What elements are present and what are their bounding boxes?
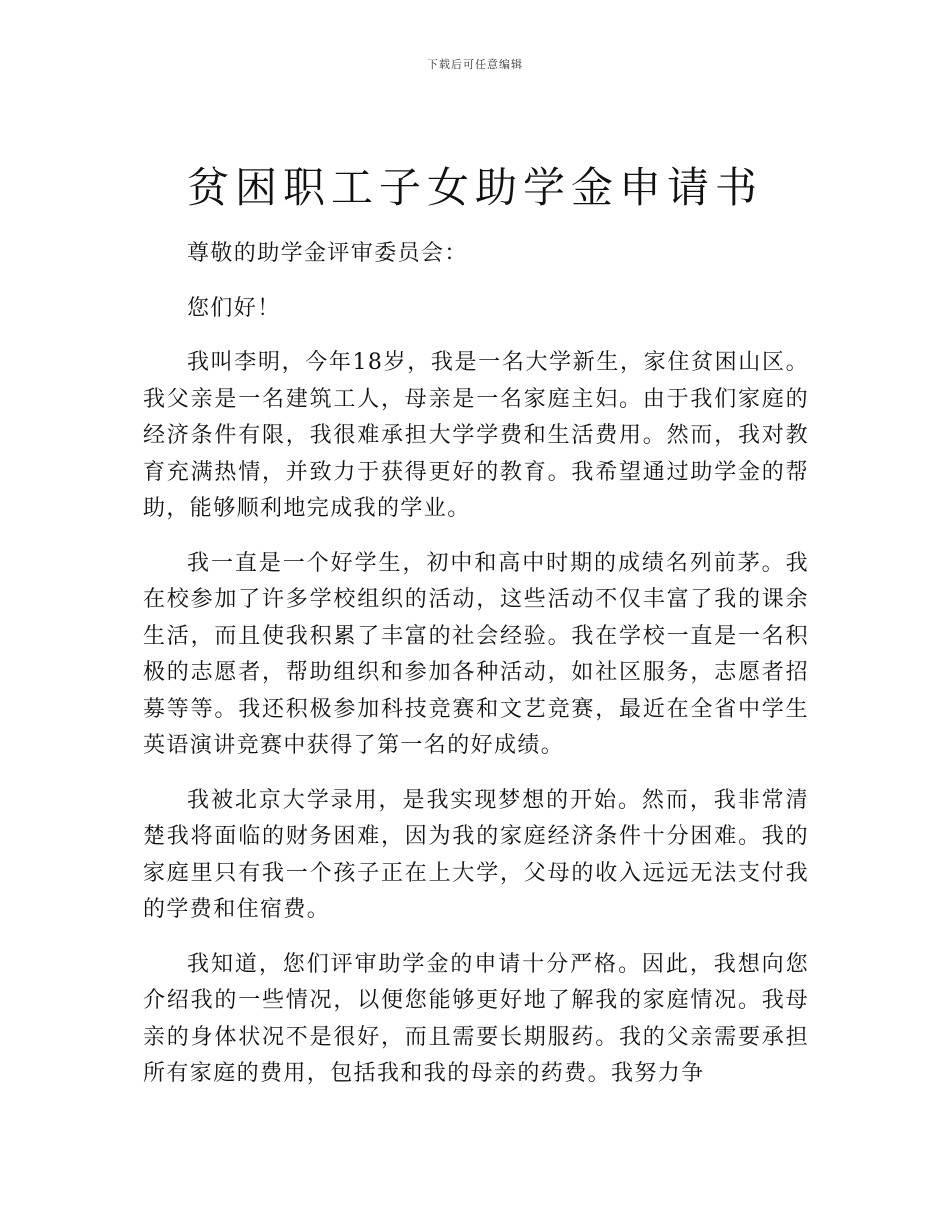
header-note: 下载后可任意编辑 — [427, 58, 523, 71]
body-paragraph: 我知道，您们评审助学金的申请十分严格。因此，我想向您介绍我的一些情况，以便您能够更好地了解我的家庭情况。我母亲的身体状况不是很好，而且需要长期服药。我的父亲需要承担所有家庭的费用，包括我和我的母亲的药费。我努力争 — [143, 951, 809, 1086]
body-paragraph: 我一直是一个好学生，初中和高中时期的成绩名列前茅。我在校参加了许多学校组织的活动，这些活动不仅丰富了我的课余生活，而且使我积累了丰富的社会经验。我在学校一直是一名积极的志愿者，帮助组织和参加各种活动，如社区服务，志愿者招募等等。我还积极参加科技竞赛和文艺竞赛，最近在全省中学生英语演讲竞赛中获得了第一名的好成绩。 — [143, 550, 809, 758]
salutation: 尊敬的助学金评审委员会： — [187, 241, 468, 266]
body-paragraph: 我叫李明，今年18岁，我是一名大学新生，家住贫困山区。我父亲是一名建筑工人，母亲是一名家庭主妇。由于我们家庭的经济条件有限，我很难承担大学学费和生活费用。然而，我对教育充满热情，并致力于获得更好的教育。我希望通过助学金的帮助，能够顺利地完成我的学业。 — [143, 350, 809, 521]
document-title: 贫困职工子女助学金申请书 — [186, 163, 763, 212]
greeting: 您们好！ — [187, 295, 281, 321]
body-paragraph: 我被北京大学录用，是我实现梦想的开始。然而，我非常清楚我将面临的财务困难，因为我的家庭经济条件十分困难。我的家庭里只有我一个孩子正在上大学，父母的收入远远无法支付我的学费和住宿费。 — [143, 787, 809, 922]
document-body — [143, 236, 809, 1111]
